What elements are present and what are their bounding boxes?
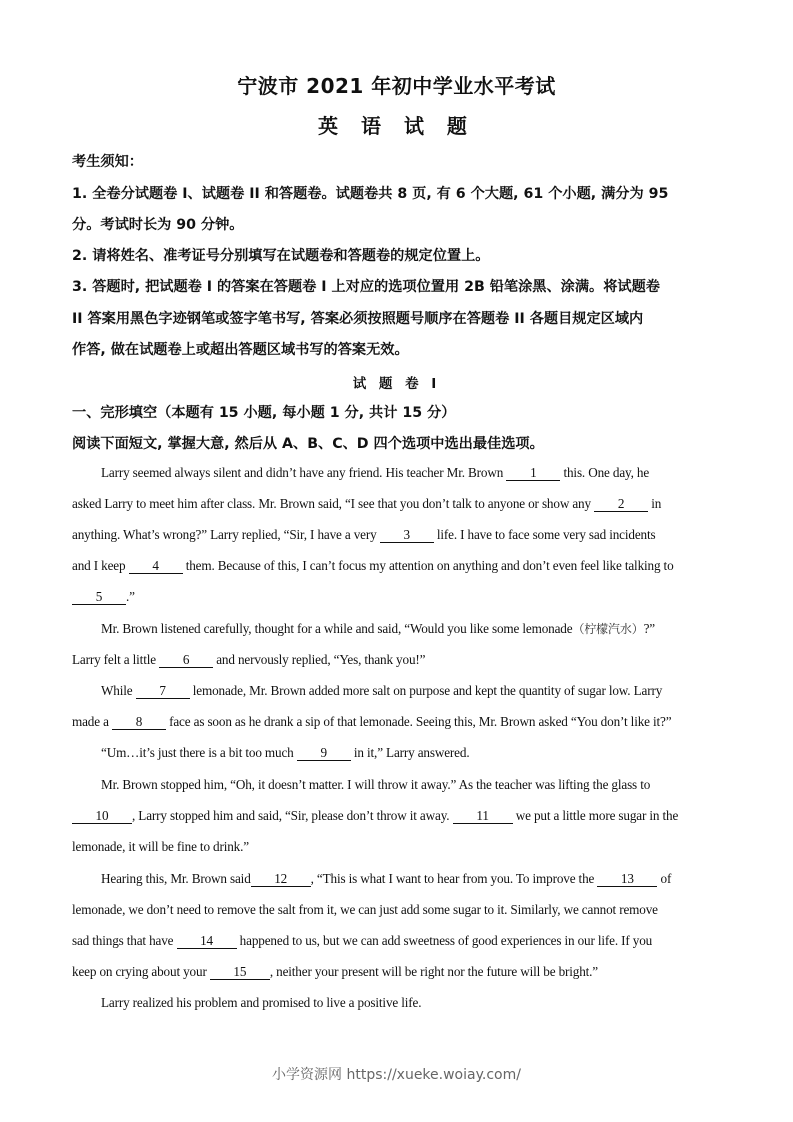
blank-3: 3 (380, 528, 434, 543)
passage-line (101, 871, 751, 887)
blank-8: 8 (112, 715, 166, 730)
passage-line (101, 777, 751, 793)
blank-7: 7 (136, 684, 190, 699)
passage-text: Larry felt a little (72, 652, 160, 667)
passage-line (72, 933, 722, 949)
passage-line (72, 839, 722, 855)
passage-text: Larry realized his problem and promised to live a positive life. (101, 995, 422, 1010)
notice-item-3-line-1: 3. 答题时, 把试题卷 I 的答案在答题卷 I 上对应的选项位置用 2B 铅笔涂黑、涂满。将试题卷 (72, 279, 660, 295)
passage-text: in it,” Larry answered. (350, 745, 470, 760)
notice-item-2: 2. 请将姓名、准考证号分别填写在试题卷和答题卷的规定位置上。 (72, 248, 490, 264)
passage-text: them. Because of this, I can’t focus my attention on anything and don’t even feel like talking to (182, 558, 674, 573)
passage-text: lemonade, Mr. Brown added more salt on purpose and kept the quantity of sugar low. Larry (189, 683, 663, 698)
passage-line (72, 714, 722, 730)
passage-line (72, 652, 722, 668)
passage-line (72, 558, 722, 574)
blank-4: 4 (129, 559, 183, 574)
passage-text: “Um…it’s just there is a bit too much (101, 745, 297, 760)
passage-text: asked Larry to meet him after class. Mr. Brown said, “I see that you don’t talk to anyone or show any (72, 496, 595, 511)
exam-title: 宁波市 2021 年初中学业水平考试 (237, 74, 556, 98)
passage-text: face as soon as he drank a sip of that lemonade. Seeing this, Mr. Brown asked “You don’t like it?” (165, 714, 672, 729)
notice-item-1-line-1: 1. 全卷分试题卷 I、试题卷 II 和答题卷。试题卷共 8 页, 有 6 个大题, 61 个小题, 满分为 95 (72, 186, 669, 202)
passage-line (101, 620, 751, 637)
blank-12: 12 (251, 872, 311, 887)
passage-text: Hearing this, Mr. Brown said (101, 871, 251, 886)
passage-text: Mr. Brown listened carefully, thought for a while and said, “Would you like some lemonade (101, 621, 573, 636)
passage-line (101, 995, 751, 1011)
chinese-gloss: （柠檬汽水） (572, 622, 644, 636)
passage-line (72, 589, 722, 605)
passage-line (101, 683, 751, 699)
passage-text: and nervously replied, “Yes, thank you!” (213, 652, 426, 667)
passage-text: in (648, 496, 662, 511)
blank-13: 13 (597, 872, 657, 887)
notice-item-1-line-2: 分。考试时长为 90 分钟。 (72, 217, 244, 233)
passage-line (72, 964, 722, 980)
passage-text: sad things that have (72, 933, 177, 948)
passage-text: we put a little more sugar in the (512, 808, 679, 823)
notice-item-3-line-3: 作答, 做在试题卷上或超出答题区域书写的答案无效。 (72, 342, 409, 358)
passage-line (101, 745, 751, 761)
passage-text: While (101, 683, 136, 698)
passage-line (72, 527, 722, 543)
passage-text: anything. What’s wrong?” Larry replied, “Sir, I have a very (72, 527, 380, 542)
passage-text: happened to us, but we can add sweetness of good experiences in our life. If you (236, 933, 653, 948)
passage-text: , neither your present will be right nor the future will be bright.” (269, 964, 599, 979)
passage-text: of (657, 871, 672, 886)
passage-line (72, 496, 722, 512)
passage-text: ?” (643, 621, 655, 636)
blank-15: 15 (210, 965, 270, 980)
passage-line (72, 902, 722, 918)
blank-5: 5 (72, 590, 126, 605)
exam-subject: 英 语 试 题 (318, 114, 475, 138)
notice-item-3-line-2: II 答案用黑色字迹钢笔或签字笔书写, 答案必须按照题号顺序在答题卷 II 各题目规定区域内 (72, 311, 644, 327)
blank-10: 10 (72, 809, 132, 824)
blank-14: 14 (177, 934, 237, 949)
blank-2: 2 (594, 497, 648, 512)
blank-9: 9 (297, 746, 351, 761)
passage-line (101, 465, 751, 481)
passage-line (72, 808, 722, 824)
passage-text: Larry seemed always silent and didn’t have any friend. His teacher Mr. Brown (101, 465, 507, 480)
blank-6: 6 (159, 653, 213, 668)
passage-text: .” (126, 589, 135, 604)
passage-text: lemonade, it will be fine to drink.” (72, 839, 249, 854)
footer-watermark: 小学资源网 https://xueke.woiay.com/ (272, 1067, 521, 1083)
part-title: 一、完形填空（本题有 15 小题, 每小题 1 分, 共计 15 分） (72, 405, 456, 421)
paper-label: 试 题 卷 I (352, 376, 441, 392)
passage-text: , “This is what I want to hear from you. To improve the (310, 871, 598, 886)
passage-text: , Larry stopped him and said, “Sir, please don’t throw it away. (132, 808, 453, 823)
passage-text: keep on crying about your (72, 964, 210, 979)
part-instruction: 阅读下面短文, 掌握大意, 然后从 A、B、C、D 四个选项中选出最佳选项。 (72, 436, 544, 452)
blank-1: 1 (506, 466, 560, 481)
passage-text: life. I have to face some very sad incidents (433, 527, 656, 542)
passage-text: lemonade, we don’t need to remove the salt from it, we can just add some sugar to it. Similarly, we cannot remove (72, 902, 658, 917)
passage-text: this. One day, he (560, 465, 650, 480)
passage-text: Mr. Brown stopped him, “Oh, it doesn’t matter. I will throw it away.” As the teacher was lifting the glass to (101, 777, 651, 792)
notice-heading: 考生须知： (72, 154, 143, 170)
passage-text: and I keep (72, 558, 129, 573)
blank-11: 11 (453, 809, 513, 824)
passage-text: made a (72, 714, 112, 729)
